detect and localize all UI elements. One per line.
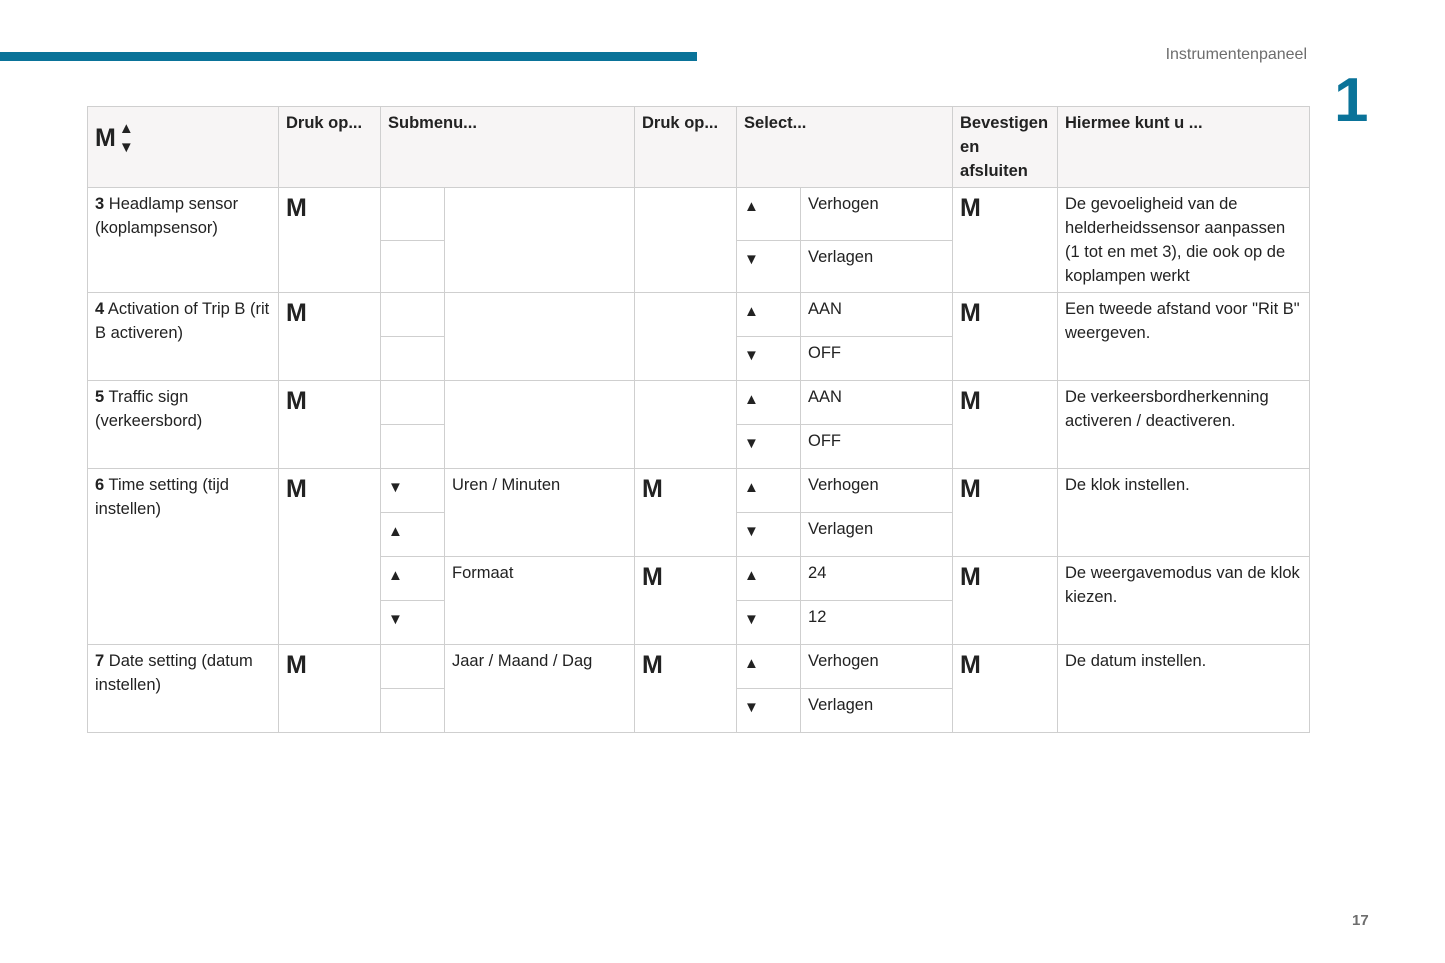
description-cell: De klok instellen.	[1058, 469, 1310, 557]
select-value-cell: OFF	[801, 337, 953, 381]
m-key-icon: M	[95, 124, 116, 152]
press2-cell	[635, 188, 737, 293]
m-key-icon: M	[960, 563, 981, 591]
submenu-arrow-cell	[381, 381, 445, 425]
submenu-label-cell: Jaar / Maand / Dag	[445, 645, 635, 733]
select-arrow-cell	[737, 469, 801, 513]
menu-item-cell	[88, 188, 279, 293]
m-key-icon: M	[960, 194, 981, 222]
submenu-arrow-cell	[381, 188, 445, 241]
down-arrow-icon: ▼	[744, 435, 759, 452]
header-allows: Hiermee kunt u ...	[1058, 107, 1310, 188]
menu-item-cell	[88, 381, 279, 469]
down-arrow-icon: ▼	[744, 250, 759, 268]
select-value-cell: AAN	[801, 293, 953, 337]
menu-item-number: 4	[95, 300, 105, 318]
up-arrow-icon: ▲	[118, 120, 134, 137]
m-key-icon: M	[642, 651, 663, 679]
press2-cell	[635, 469, 737, 557]
m-key-icon: M	[960, 299, 981, 327]
select-value-cell: Verlagen	[801, 689, 953, 733]
m-key-icon: M	[642, 475, 663, 503]
select-value-cell: AAN	[801, 381, 953, 425]
select-arrow-cell	[737, 293, 801, 337]
header-press: Druk op...	[279, 107, 381, 188]
up-arrow-icon: ▲	[388, 523, 403, 540]
select-arrow-cell	[737, 188, 801, 241]
confirm-cell	[953, 381, 1058, 469]
description-cell: De verkeersbordherkenning activeren / deactiveren.	[1058, 381, 1310, 469]
confirm-cell	[953, 645, 1058, 733]
submenu-arrow-cell	[381, 513, 445, 557]
select-value-cell: 24	[801, 557, 953, 601]
select-arrow-cell	[737, 601, 801, 645]
submenu-arrow-cell	[381, 557, 445, 601]
menu-item-label: Traffic sign (verkeersbord)	[95, 388, 203, 430]
table-row	[88, 381, 1310, 425]
up-arrow-icon: ▲	[744, 198, 759, 215]
confirm-cell	[953, 469, 1058, 557]
select-value-cell: OFF	[801, 425, 953, 469]
submenu-arrow-cell	[381, 601, 445, 645]
press-cell	[279, 188, 381, 293]
submenu-arrow-cell	[381, 689, 445, 733]
menu-item-cell	[88, 469, 279, 645]
select-arrow-cell	[737, 557, 801, 601]
press-cell	[279, 293, 381, 381]
select-value-cell: 12	[801, 601, 953, 645]
m-key-icon: M	[286, 651, 307, 679]
m-key-icon: M	[960, 475, 981, 503]
header-press-2: Druk op...	[635, 107, 737, 188]
submenu-arrow-cell	[381, 469, 445, 513]
up-arrow-icon: ▲	[388, 567, 403, 584]
press2-cell	[635, 381, 737, 469]
select-arrow-cell	[737, 381, 801, 425]
select-value-cell: Verhogen	[801, 645, 953, 689]
select-value-cell: Verlagen	[801, 513, 953, 557]
submenu-label-cell: Uren / Minuten	[445, 469, 635, 557]
header-submenu: Submenu...	[381, 107, 635, 188]
header-select: Select...	[737, 107, 953, 188]
menu-item-label: Time setting (tijd instellen)	[95, 476, 229, 518]
press2-cell	[635, 645, 737, 733]
down-arrow-icon: ▼	[388, 479, 403, 496]
submenu-arrow-cell	[381, 240, 445, 293]
submenu-arrow-cell	[381, 337, 445, 381]
description-cell: De gevoeligheid van de helderheidssensor aanpassen (1 tot en met 3), die ook op de koplampen werkt	[1058, 188, 1310, 293]
select-arrow-cell	[737, 337, 801, 381]
m-key-icon: M	[960, 651, 981, 679]
press-cell	[279, 381, 381, 469]
down-arrow-icon: ▼	[388, 611, 403, 628]
down-arrow-icon: ▼	[744, 523, 759, 540]
m-key-icon: M	[286, 387, 307, 415]
up-arrow-icon: ▲	[744, 391, 759, 408]
accent-bar	[0, 52, 697, 61]
down-arrow-icon: ▼	[744, 699, 759, 716]
description-cell: Een tweede afstand voor "Rit B" weergeven.	[1058, 293, 1310, 381]
select-arrow-cell	[737, 645, 801, 689]
down-arrow-icon: ▼	[744, 611, 759, 628]
table-header-row	[88, 107, 1310, 188]
select-arrow-cell	[737, 240, 801, 293]
m-key-icon: M	[286, 299, 307, 327]
menu-item-label: Headlamp sensor (koplampsensor)	[95, 195, 239, 237]
description-cell: De weergavemodus van de klok kiezen.	[1058, 557, 1310, 645]
page-number: 17	[1352, 912, 1369, 929]
menu-item-label: Activation of Trip B (rit B activeren)	[95, 300, 270, 342]
confirm-cell	[953, 293, 1058, 381]
up-arrow-icon: ▲	[744, 303, 759, 320]
confirm-cell	[953, 188, 1058, 293]
select-arrow-cell	[737, 689, 801, 733]
menu-item-label: Date setting (datum instellen)	[95, 652, 253, 694]
submenu-label-cell	[445, 381, 635, 469]
menu-item-number: 7	[95, 652, 105, 670]
m-key-icon: M	[286, 475, 307, 503]
header-menu-key	[88, 107, 279, 188]
menu-item-number: 6	[95, 476, 105, 494]
up-arrow-icon: ▲	[744, 567, 759, 584]
up-arrow-icon: ▲	[744, 479, 759, 496]
select-value-cell: Verlagen	[801, 240, 953, 293]
submenu-label-cell: Formaat	[445, 557, 635, 645]
description-cell: De datum instellen.	[1058, 645, 1310, 733]
up-arrow-icon: ▲	[744, 655, 759, 672]
down-arrow-icon: ▼	[118, 139, 134, 156]
submenu-arrow-cell	[381, 293, 445, 337]
confirm-cell	[953, 557, 1058, 645]
m-key-icon: M	[642, 563, 663, 591]
menu-item-cell	[88, 645, 279, 733]
submenu-arrow-cell	[381, 645, 445, 689]
menu-item-cell	[88, 293, 279, 381]
menu-item-number: 5	[95, 388, 105, 406]
table-row	[88, 645, 1310, 689]
press2-cell	[635, 293, 737, 381]
press-cell	[279, 469, 381, 645]
section-title: Instrumentenpaneel	[1165, 46, 1307, 63]
menu-item-number: 3	[95, 195, 105, 213]
down-arrow-icon: ▼	[744, 347, 759, 364]
select-arrow-cell	[737, 425, 801, 469]
table-row	[88, 188, 1310, 241]
submenu-arrow-cell	[381, 425, 445, 469]
press-cell	[279, 645, 381, 733]
table-row	[88, 469, 1310, 513]
menu-settings-table	[87, 106, 1310, 733]
submenu-label-cell	[445, 293, 635, 381]
select-value-cell: Verhogen	[801, 469, 953, 513]
m-key-icon: M	[286, 194, 307, 222]
table-row	[88, 293, 1310, 337]
m-key-icon: M	[960, 387, 981, 415]
header-confirm: Bevestigen en afsluiten	[953, 107, 1058, 188]
press2-cell	[635, 557, 737, 645]
chapter-number: 1	[1334, 66, 1369, 135]
select-value-cell: Verhogen	[801, 188, 953, 241]
submenu-label-cell	[445, 188, 635, 293]
select-arrow-cell	[737, 513, 801, 557]
